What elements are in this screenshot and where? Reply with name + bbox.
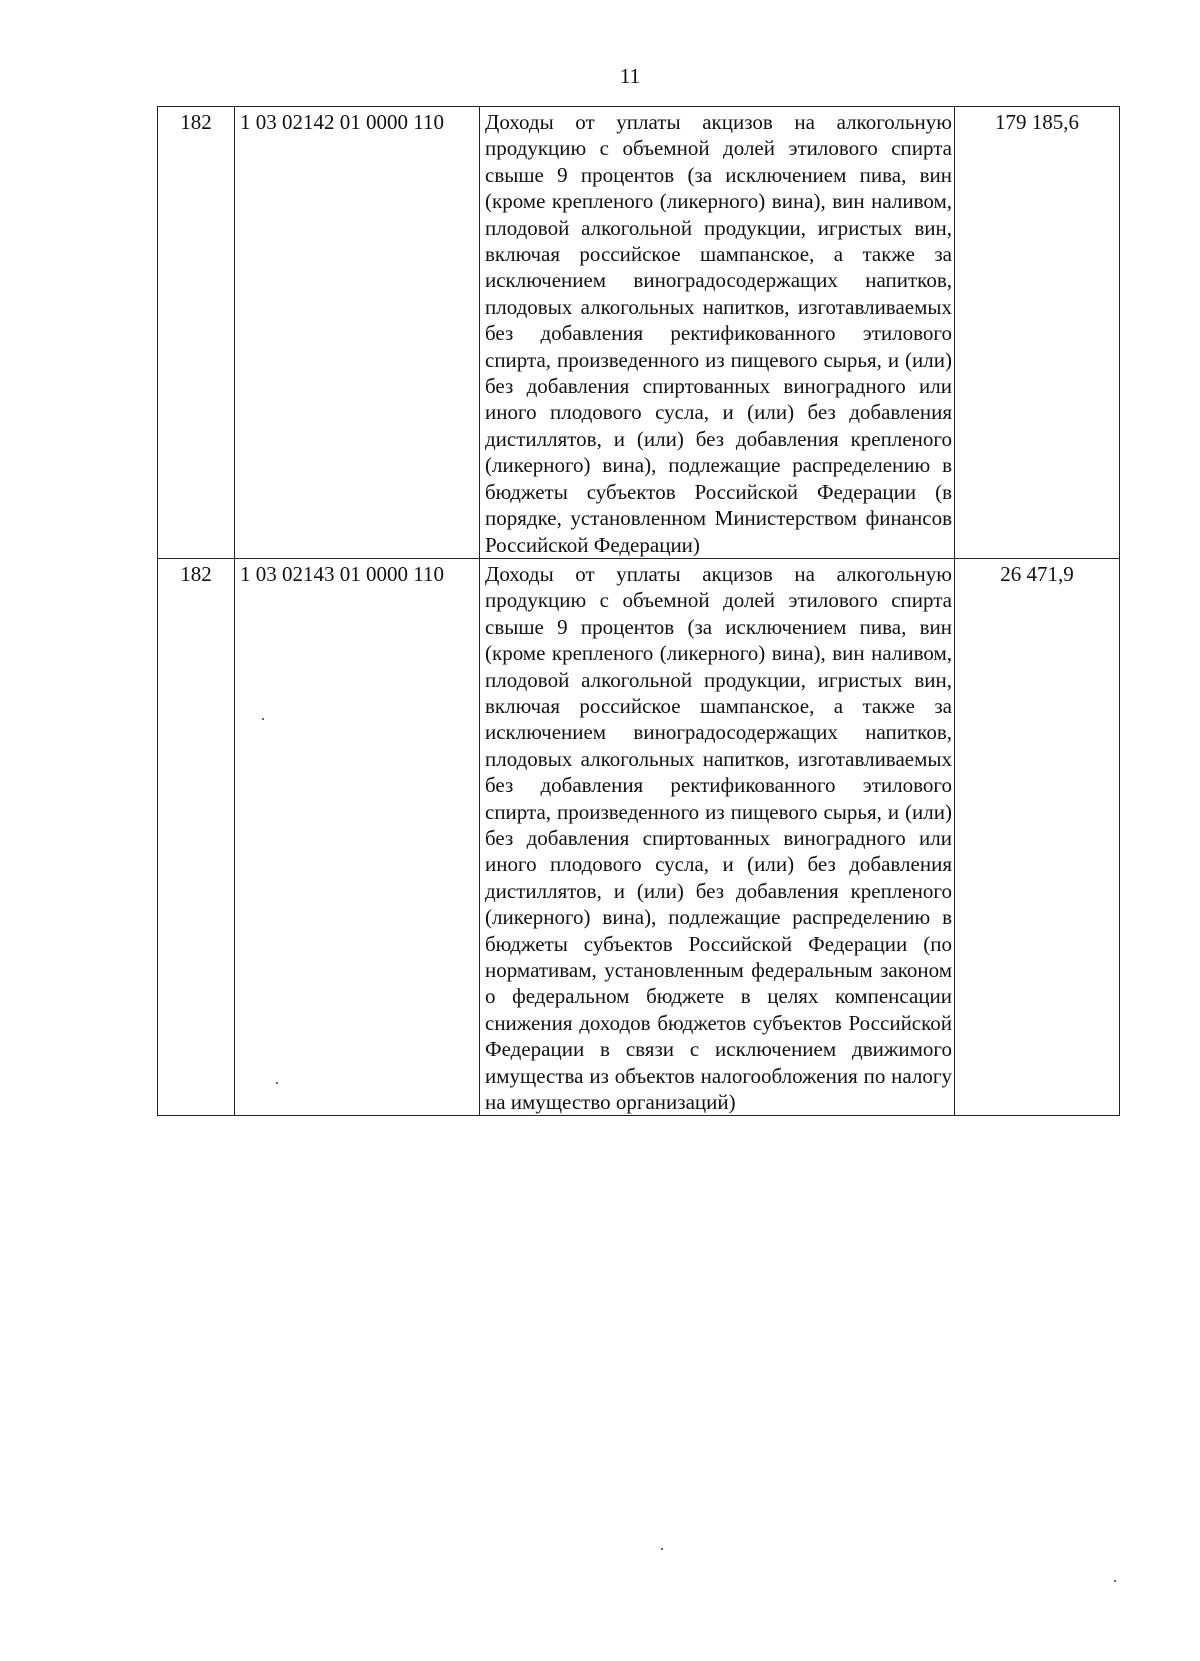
table-row [158,107,1120,559]
revenue-table [157,106,1120,1116]
table-row [158,558,1120,1116]
scan-speck [661,1548,663,1550]
scan-speck [262,718,264,720]
kbk-code-cell: 1 03 02142 01 0000 110 [235,107,480,559]
amount-cell: 26 471,9 [955,558,1120,1116]
amount-cell: 179 185,6 [955,107,1120,559]
scan-speck [1114,1580,1116,1582]
scan-speck [276,1082,278,1084]
revenue-name-cell: Доходы от уплаты акцизов на алкогольную продукцию с объемной долей этилового спирта свыше 9 процентов (за исключением пива, вин (кроме крепленого (ликерного) вина), вин наливом, плодовой алкогольной продукции, игристых вин, включая российское шампанское, а также за исключением виноградосодержащих напитков, плодовых алкогольных напитков, изготавливаемых без добавления ректификованного этилового спирта, произведенного из пищевого сырья, и (или) без добавления спиртованных виноградного или иного плодового сусла, и (или) без добавления дистиллятов, и (или) без добавления крепленого (ликерного) вина), подлежащие распределению в бюджеты субъектов Российской Федерации (в порядке, установленном Министерством финансов Российской Федерации) [480,107,955,559]
revenue-name-cell: Доходы от уплаты акцизов на алкогольную продукцию с объемной долей этилового спирта свыше 9 процентов (за исключением пива, вин (кроме крепленого (ликерного) вина), вин наливом, плодовой алкогольной продукции, игристых вин, включая российское шампанское, а также за исключением виноградосодержащих напитков, плодовых алкогольных напитков, изготавливаемых без добавления ректификованного этилового спирта, произведенного из пищевого сырья, и (или) без добавления спиртованных виноградного или иного плодового сусла, и (или) без добавления дистиллятов, и (или) без добавления крепленого (ликерного) вина), подлежащие распределению в бюджеты субъектов Российской Федерации (по нормативам, установленным федеральным законом о федеральном бюджете в целях компенсации снижения доходов бюджетов субъектов Российской Федерации в связи с исключением движимого имущества из объектов налогообложения по налогу на имущество организаций) [480,558,955,1116]
page-number: 11 [619,64,641,88]
kbk-code-cell: 1 03 02143 01 0000 110 [235,558,480,1116]
admin-code-cell: 182 [158,107,235,559]
admin-code-cell: 182 [158,558,235,1116]
